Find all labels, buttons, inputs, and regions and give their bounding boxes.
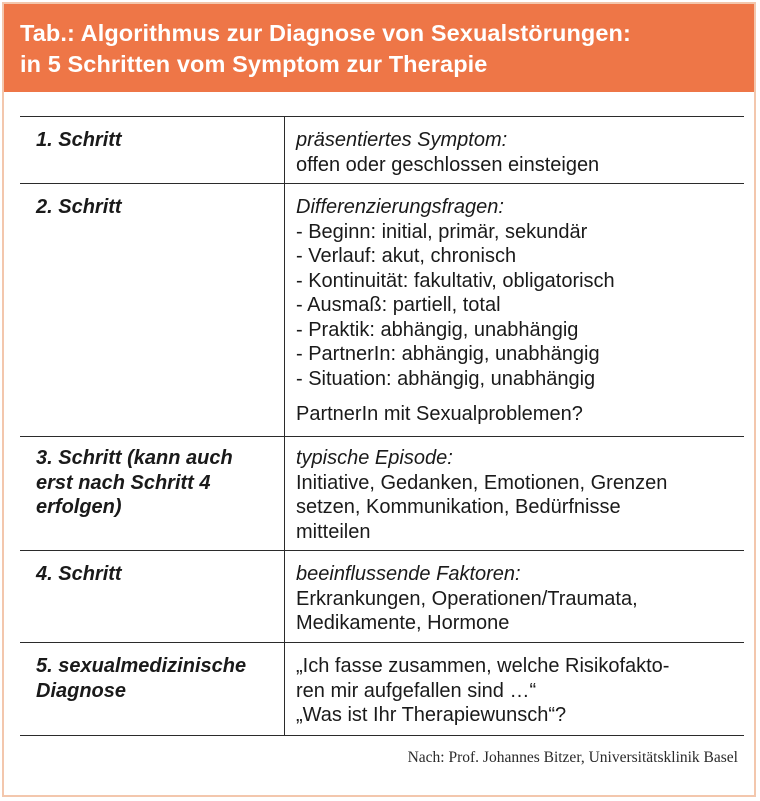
step-1-label: 1. Schritt bbox=[36, 129, 122, 151]
step-3-content bbox=[296, 446, 742, 544]
column-separator bbox=[284, 116, 285, 735]
table-bottom-rule bbox=[20, 735, 744, 736]
source-note: Nach: Prof. Johannes Bitzer, Universitätsklinik Basel bbox=[407, 749, 738, 766]
step-2-line: - Praktik: abhängig, unabhängig bbox=[296, 318, 579, 341]
step-5-line: „Was ist Ihr Therapiewunsch“? bbox=[296, 704, 567, 726]
step-4-content bbox=[296, 562, 742, 636]
step-2-line: - PartnerIn: abhängig, unabhängig bbox=[296, 343, 600, 365]
row-divider bbox=[20, 642, 744, 643]
table-frame bbox=[2, 2, 756, 797]
step-1-content bbox=[296, 128, 742, 177]
step-3-label-line: 3. Schritt (kann auch bbox=[36, 447, 233, 469]
step-1-heading: präsentiertes Symptom: bbox=[296, 129, 508, 151]
step-5-label bbox=[36, 654, 272, 703]
step-3-heading: typische Episode: bbox=[296, 447, 453, 469]
table-top-rule bbox=[20, 116, 744, 117]
step-2-line: - Ausmaß: partiell, total bbox=[296, 294, 501, 316]
table-header bbox=[4, 4, 754, 92]
step-2-line: - Beginn: initial, primär, sekundär bbox=[296, 220, 588, 243]
step-3-label-line: erst nach Schritt 4 bbox=[36, 471, 211, 494]
step-2-label: 2. Schritt bbox=[36, 196, 122, 218]
step-5-content bbox=[296, 654, 742, 728]
step-2-content bbox=[296, 195, 742, 427]
step-2-line: - Verlauf: akut, chronisch bbox=[296, 245, 517, 267]
step-2-line: - Situation: abhängig, unabhängig bbox=[296, 367, 596, 390]
step-3-line: setzen, Kommunikation, Bedürfnisse bbox=[296, 496, 621, 518]
table-title-line-2: in 5 Schritten vom Symptom zur Therapie bbox=[20, 51, 488, 77]
step-3-label-line: erfolgen) bbox=[36, 496, 122, 518]
step-4-line: Medikamente, Hormone bbox=[296, 612, 510, 634]
step-3-label bbox=[36, 446, 272, 520]
step-4-line: Erkrankungen, Operationen/Traumata, bbox=[296, 587, 638, 610]
row-divider bbox=[20, 183, 744, 184]
step-5-line: ren mir aufgefallen sind …“ bbox=[296, 679, 537, 702]
row-divider bbox=[20, 436, 744, 437]
row-divider bbox=[20, 550, 744, 551]
step-5-line: „Ich fasse zusammen, welche Risikofakto- bbox=[296, 655, 670, 677]
step-2-extra-question: PartnerIn mit Sexualproblemen? bbox=[296, 403, 583, 425]
step-3-line: mitteilen bbox=[296, 520, 371, 543]
spacer bbox=[296, 391, 742, 402]
step-1-line: offen oder geschlossen einsteigen bbox=[296, 153, 600, 176]
table-title-line-1: Tab.: Algorithmus zur Diagnose von Sexualstörungen: bbox=[20, 20, 631, 46]
step-5-label-line: 5. sexualmedizinische bbox=[36, 655, 247, 677]
step-4-heading: beeinflussende Faktoren: bbox=[296, 563, 521, 585]
step-2-line: - Kontinuität: fakultativ, obligatorisch bbox=[296, 269, 615, 292]
step-4-label: 4. Schritt bbox=[36, 563, 122, 585]
step-3-line: Initiative, Gedanken, Emotionen, Grenzen bbox=[296, 471, 668, 494]
step-5-label-line: Diagnose bbox=[36, 679, 127, 702]
step-2-heading: Differenzierungsfragen: bbox=[296, 196, 504, 218]
